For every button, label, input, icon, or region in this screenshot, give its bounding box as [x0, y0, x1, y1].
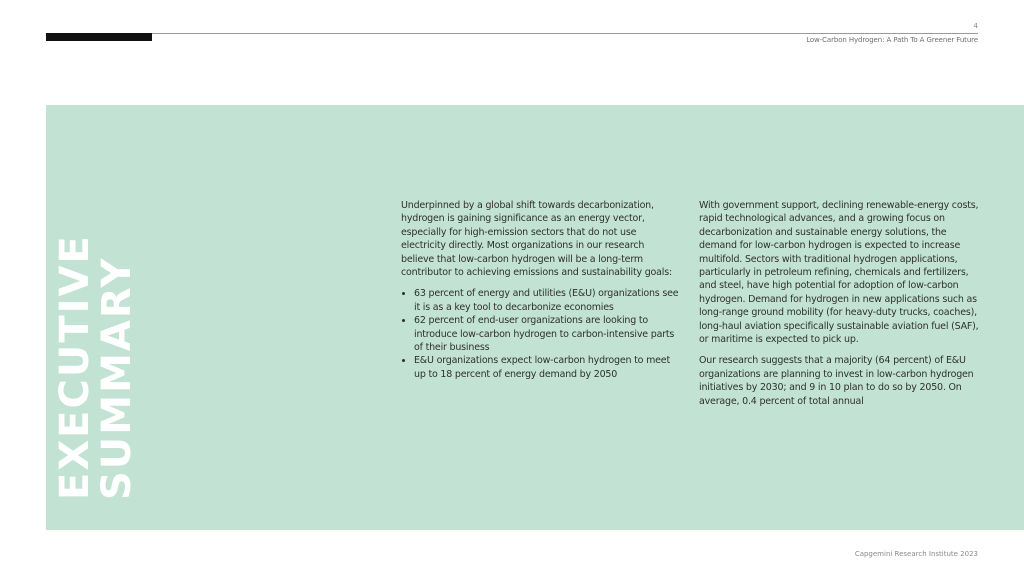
demand-paragraph: With government support, declining renewable-energy costs, rapid technological advances, and a growing focus on decarbonization and sustainable energy solutions, the demand for low-carbon hydrogen is expected to increase multifold. Sectors with traditional hydrogen applications, particularly in petroleum refining, chemicals and fertilizers, and steel, have high potential for adoption of low-carbon hydrogen. Demand for hydrogen in new applications such as long-range ground mobility (for heavy-duty trucks, coaches), long-haul aviation specifically sustainable aviation fuel (SAF), or maritime is expected to pick up. [699, 200, 979, 346]
running-title: Low-Carbon Hydrogen: A Path To A Greener Future [806, 36, 978, 44]
section-title-line-1: EXECUTIVE [52, 234, 98, 500]
intro-paragraph: Underpinned by a global shift towards decarbonization, hydrogen is gaining significance as an energy vector, especially for high-emission sectors that do not use electricity directly. Most organizations in our research believe that low-carbon hydrogen will be a long-term contributor to achieving emissions and sustainability goals: [401, 200, 672, 279]
list-item: • 63 percent of energy and utilities (E&U) organizations see it is as a key tool to decarbonize economies [414, 287, 679, 314]
footer-credit: Capgemini Research Institute 2023 [854, 550, 978, 558]
page-number: 4 [973, 22, 978, 30]
right-column [699, 199, 981, 416]
left-column [401, 199, 679, 381]
header-accent-bar [46, 33, 152, 41]
list-item: • 62 percent of end-user organizations are looking to introduce low-carbon hydrogen to carbon-intensive parts of their business [414, 314, 679, 354]
header-rule [46, 33, 978, 34]
list-item: • E&U organizations expect low-carbon hydrogen to meet up to 18 percent of energy demand by 2050 [414, 354, 679, 381]
section-title-line-2: SUMMARY [94, 256, 140, 500]
key-findings-list [401, 287, 679, 381]
investment-paragraph: Our research suggests that a majority (64 percent) of E&U organizations are planning to invest in low-carbon hydrogen initiatives by 2030; and 9 in 10 plan to do so by 2050. On average, 0.4 percent of total annual [699, 355, 974, 407]
section-title [54, 234, 138, 500]
